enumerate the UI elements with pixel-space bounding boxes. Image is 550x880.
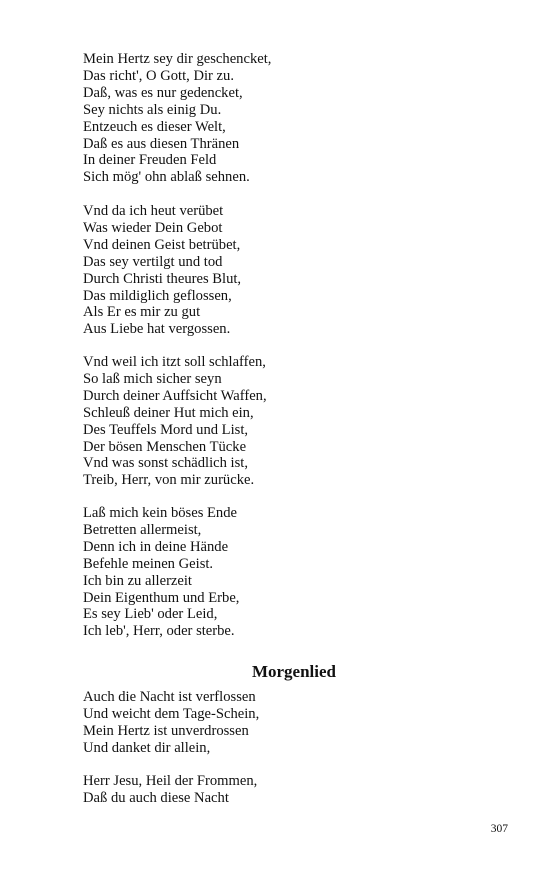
verse-line: Als Er es mir zu gut [83,304,201,321]
verse-line: Durch Christi theures Blut, [83,270,242,287]
verse-line: Durch deiner Auffsicht Waffen, [83,387,267,404]
verse-line: Dein Eigenthum und Erbe, [83,589,240,606]
verse-line: Des Teuffels Mord und List, [83,421,249,438]
verse-line: Laß mich kein böses Ende [83,505,238,521]
verse-line: Herr Jesu, Heil der Frommen, [83,773,258,789]
stanza-2 [83,203,483,338]
verse-line: Denn ich in deine Hände [83,538,229,555]
verse-line: Und weicht dem Tage-Schein, [83,705,260,722]
verse-line: Und danket dir allein, [83,739,211,756]
morning-stanza-1 [83,689,483,757]
verse-line: Auch die Nacht ist verflossen [83,689,256,705]
stanza-4 [83,505,483,640]
verse-line: Mein Hertz ist unverdrossen [83,722,249,739]
verse-line: Vnd was sonst schädlich ist, [83,455,248,472]
verse-line: In deiner Freuden Feld [83,152,217,169]
verse-line: Das mildiglich geflossen, [83,287,232,304]
verse-line: Daß es aus diesen Thränen [83,135,240,152]
verse-line: Daß, was es nur gedencket, [83,84,243,101]
verse-line: Sey nichts als einig Du. [83,101,222,118]
page-number: 307 [490,823,508,835]
verse-line: Aus Liebe hat vergossen. [83,321,231,338]
verse-line: Entzeuch es dieser Welt, [83,118,226,135]
verse-line: Vnd da ich heut verübet [83,203,224,219]
verse-line: Das richt', O Gott, Dir zu. [83,67,234,84]
morning-stanza-2 [83,773,483,807]
verse-line: Treib, Herr, von mir zurücke. [83,472,255,489]
verse-line: Was wieder Dein Gebot [83,219,223,236]
verse-line: Vnd weil ich itzt soll schlaffen, [83,354,266,370]
verse-line: So laß mich sicher seyn [83,370,222,387]
verse-line: Mein Hertz sey dir geschencket, [83,51,272,67]
stanza-3 [83,354,483,489]
stanza-1 [83,51,483,186]
verse-line: Schleuß deiner Hut mich ein, [83,404,254,421]
verse-line: Vnd deinen Geist betrübet, [83,236,241,253]
verse-line: Sich mög' ohn ablaß sehnen. [83,169,250,186]
verse-line: Das sey vertilgt und tod [83,253,223,270]
verse-line: Es sey Lieb' oder Leid, [83,606,218,623]
verse-line: Daß du auch diese Nacht [83,789,229,806]
verse-line: Ich bin zu allerzeit [83,572,192,589]
section-title: Morgenlied [251,662,337,681]
verse-line: Der bösen Menschen Tücke [83,438,247,455]
verse-line: Befehle meinen Geist. [83,555,214,572]
verse-line: Betretten allermeist, [83,521,202,538]
verse-line: Ich leb', Herr, oder sterbe. [83,623,235,640]
